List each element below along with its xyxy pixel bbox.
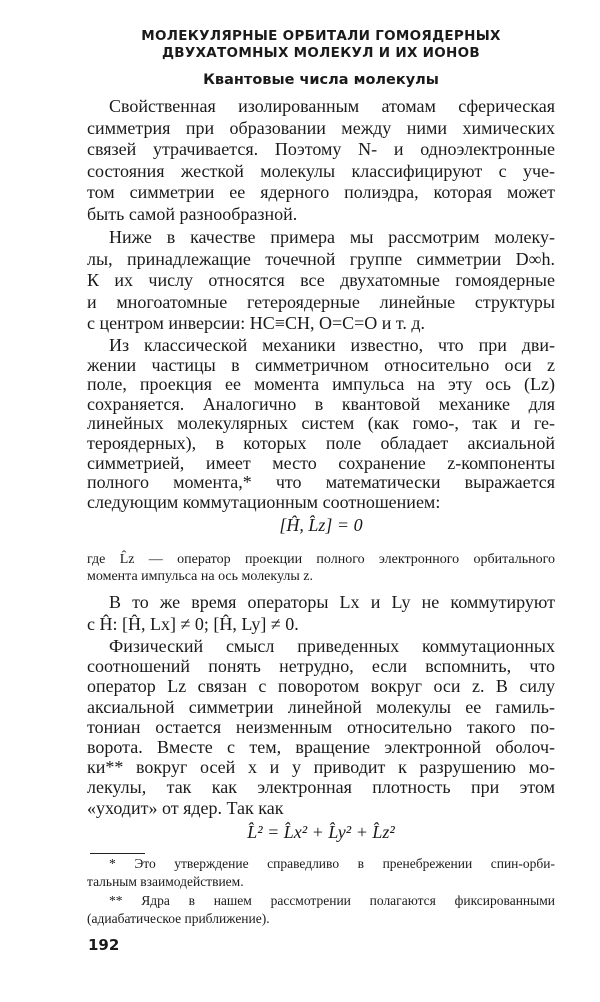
text-line: быть самой разнообразной. [87,203,298,224]
text-line: симметрией, имеет место сохранение z-компоненты [87,452,555,473]
text-line: лы, принадлежащие точечной группе симметрии D∞h. [87,248,555,269]
text-line: симметрия при образовании между ними химических [87,117,555,138]
chapter-title-line: МОЛЕКУЛЯРНЫЕ ОРБИТАЛИ ГОМОЯДЕРНЫХ [141,28,501,44]
text-line: тониан остается неизменным относительно такого по- [87,716,555,737]
text-line: ки** вокруг осей x и y приводит к разрушению мо- [87,757,555,778]
text-line: * Это утверждение справедливо в пренебрежении спин-орби- [109,856,555,871]
text-line: состояния жесткой молекулы классифицируют с уче- [87,160,555,181]
text-line: аксиальной симметрии линейной молекулы ее гамиль- [87,696,555,717]
text-line: жении частицы в симметричном относительно оси z [87,354,555,375]
text-line: «уходит» от ядер. Так как [87,797,284,818]
text-line: и многоатомные гетероядерные линейные структуры [87,291,555,312]
paragraph [87,96,555,226]
text-line: линейных молекулярных систем (как гомо-, так и ге- [87,413,555,434]
text-line: с центром инверсии: HC≡CH, O=C=O и т. д. [87,313,426,334]
text-line: (адиабатическое приближение). [87,911,270,926]
text-line: с Ĥ: [Ĥ, Lx] ≠ 0; [Ĥ, Ly] ≠ 0. [87,613,299,634]
text-line: лекулы, так как электронная плотность при этом [87,777,555,798]
text-line: Из классической механики известно, что при дви- [109,335,555,355]
paragraph [87,227,555,335]
text-line: том симметрии ее ядерного полиэдра, которая может [87,182,555,203]
text-line: К их числу относятся все двухатомные гомоядерные [87,270,555,291]
paragraph [87,636,555,818]
text-line: соотношений понять нетрудно, если вспомнить, что [87,656,555,677]
text-line: ворота. Вместе с тем, вращение электронной оболоч- [87,737,555,758]
footnote [87,892,555,928]
text-line: тероядерных), в которых поле обладает аксиальной [87,432,555,453]
footnote-divider [90,853,145,854]
text-line: где L̂z — оператор проекции полного электронного орбитального [87,552,555,567]
text-line: сохраняется. Аналогично в квантовой механике для [87,393,555,414]
chapter-title [86,28,556,62]
text-line: момента импульса на ось молекулы z. [87,569,313,584]
formula-commutator: [Ĥ, L̂z] = 0 [279,515,363,535]
text-line: полного момента,* что математически выражается [87,472,555,493]
page-number: 192 [88,936,120,954]
text-line: поле, проекция ее момента импульса на эту ось (Lz) [87,374,555,395]
text-line: оператор Lz связан с поворотом вокруг оси z. В силу [87,676,555,697]
paragraph [87,592,555,635]
formula-angular-momentum: L̂² = L̂x² + L̂y² + L̂z² [247,822,395,842]
formula-explanation [87,551,555,585]
text-line: Свойственная изолированным атомам сферическая [109,96,555,116]
text-line: Физический смысл приведенных коммутационных [109,636,555,656]
text-line: Ниже в качестве примера мы рассмотрим молеку- [109,227,555,247]
text-line: В то же время операторы Lx и Ly не коммутируют [109,592,555,612]
text-line: связей утрачивается. Поэтому N- и одноэлектронные [87,139,555,160]
text-line: тальным взаимодействием. [87,874,244,889]
footnote [87,855,555,891]
chapter-title-line: ДВУХАТОМНЫХ МОЛЕКУЛ И ИХ ИОНОВ [161,45,481,61]
paragraph [87,336,555,512]
text-line: ** Ядра в нашем рассмотрении полагаются фиксированными [109,893,555,908]
text-line: следующим коммутационным соотношением: [87,491,441,512]
section-subtitle: Квантовые числа молекулы [203,72,439,88]
